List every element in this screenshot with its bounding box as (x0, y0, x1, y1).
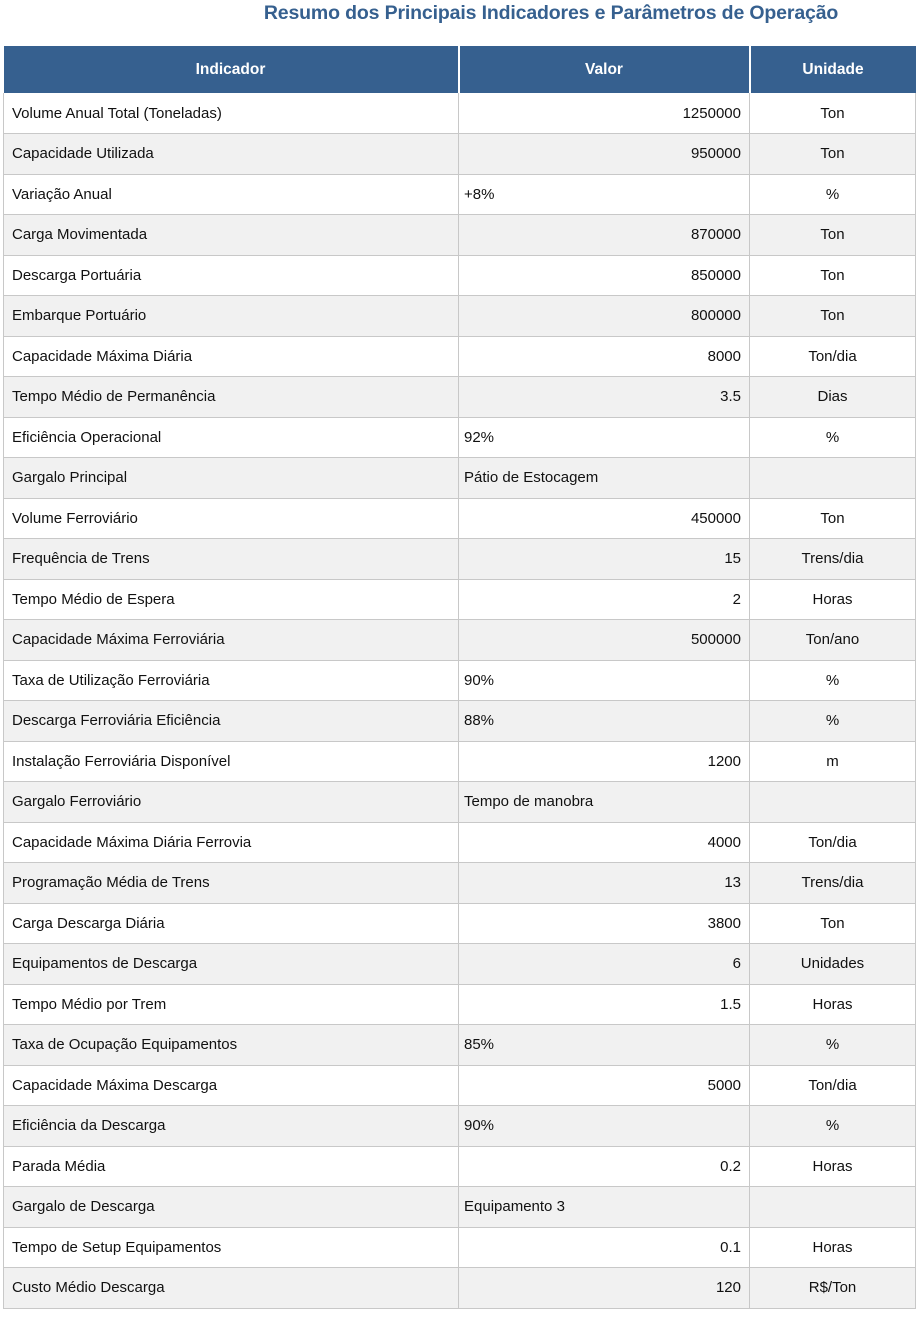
cell-indicador: Embarque Portuário (4, 296, 459, 337)
cell-indicador: Capacidade Máxima Descarga (4, 1065, 459, 1106)
cell-valor: 3.5 (459, 377, 750, 418)
cell-unidade: Trens/dia (750, 539, 916, 580)
cell-indicador: Volume Ferroviário (4, 498, 459, 539)
cell-unidade: Ton (750, 255, 916, 296)
cell-valor: 0.1 (459, 1227, 750, 1268)
cell-indicador: Capacidade Máxima Diária (4, 336, 459, 377)
cell-valor: 0.2 (459, 1146, 750, 1187)
cell-unidade (750, 782, 916, 823)
cell-unidade: % (750, 417, 916, 458)
table-row (4, 296, 916, 337)
table-row (4, 336, 916, 377)
cell-indicador: Frequência de Trens (4, 539, 459, 580)
table-row (4, 255, 916, 296)
column-header-unidade: Unidade (750, 46, 916, 93)
page-title: Resumo dos Principais Indicadores e Parâmetros de Operação (263, 2, 839, 24)
cell-unidade: Ton/dia (750, 822, 916, 863)
cell-valor: Pátio de Estocagem (459, 458, 750, 499)
cell-indicador: Taxa de Utilização Ferroviária (4, 660, 459, 701)
cell-unidade: % (750, 701, 916, 742)
cell-indicador: Gargalo Ferroviário (4, 782, 459, 823)
cell-valor: 500000 (459, 620, 750, 661)
cell-indicador: Parada Média (4, 1146, 459, 1187)
cell-unidade: Dias (750, 377, 916, 418)
table-row (4, 863, 916, 904)
table-row (4, 822, 916, 863)
table-row (4, 1106, 916, 1147)
cell-unidade: Ton (750, 903, 916, 944)
cell-valor: 90% (459, 660, 750, 701)
cell-indicador: Variação Anual (4, 174, 459, 215)
cell-unidade: Ton/ano (750, 620, 916, 661)
table-row (4, 944, 916, 985)
cell-indicador: Eficiência Operacional (4, 417, 459, 458)
table-row (4, 660, 916, 701)
cell-valor: 15 (459, 539, 750, 580)
table-row (4, 903, 916, 944)
cell-valor: 5000 (459, 1065, 750, 1106)
cell-valor: 1.5 (459, 984, 750, 1025)
table-row (4, 498, 916, 539)
cell-valor: 1250000 (459, 93, 750, 134)
cell-unidade: % (750, 1025, 916, 1066)
cell-indicador: Capacidade Máxima Diária Ferrovia (4, 822, 459, 863)
cell-valor: +8% (459, 174, 750, 215)
table-row (4, 984, 916, 1025)
cell-valor: 120 (459, 1268, 750, 1309)
table-row (4, 93, 916, 134)
cell-indicador: Capacidade Máxima Ferroviária (4, 620, 459, 661)
table-row (4, 782, 916, 823)
table-row (4, 417, 916, 458)
cell-indicador: Taxa de Ocupação Equipamentos (4, 1025, 459, 1066)
cell-indicador: Instalação Ferroviária Disponível (4, 741, 459, 782)
cell-unidade: Ton (750, 498, 916, 539)
cell-valor: 8000 (459, 336, 750, 377)
cell-valor: 90% (459, 1106, 750, 1147)
cell-indicador: Carga Movimentada (4, 215, 459, 256)
cell-unidade: Horas (750, 579, 916, 620)
summary-table (3, 46, 916, 1309)
cell-unidade: Unidades (750, 944, 916, 985)
column-header-valor: Valor (459, 46, 750, 93)
cell-valor: 92% (459, 417, 750, 458)
cell-valor: 800000 (459, 296, 750, 337)
table-row (4, 701, 916, 742)
cell-indicador: Tempo de Setup Equipamentos (4, 1227, 459, 1268)
cell-unidade (750, 458, 916, 499)
table-row (4, 741, 916, 782)
table-row (4, 579, 916, 620)
cell-indicador: Tempo Médio de Espera (4, 579, 459, 620)
cell-indicador: Programação Média de Trens (4, 863, 459, 904)
cell-indicador: Eficiência da Descarga (4, 1106, 459, 1147)
cell-indicador: Gargalo Principal (4, 458, 459, 499)
table-row (4, 539, 916, 580)
cell-indicador: Tempo Médio por Trem (4, 984, 459, 1025)
cell-unidade: R$/Ton (750, 1268, 916, 1309)
cell-valor: 3800 (459, 903, 750, 944)
cell-unidade: Ton/dia (750, 1065, 916, 1106)
cell-unidade: Horas (750, 1227, 916, 1268)
cell-unidade: Ton (750, 215, 916, 256)
table-row (4, 1025, 916, 1066)
cell-valor: 450000 (459, 498, 750, 539)
page-title-container (0, 0, 918, 46)
table-header-row (4, 46, 916, 93)
cell-unidade: % (750, 174, 916, 215)
cell-valor: 88% (459, 701, 750, 742)
cell-indicador: Gargalo de Descarga (4, 1187, 459, 1228)
cell-unidade: % (750, 1106, 916, 1147)
table-row (4, 620, 916, 661)
cell-valor: Tempo de manobra (459, 782, 750, 823)
table-row (4, 458, 916, 499)
cell-unidade: m (750, 741, 916, 782)
cell-valor: 2 (459, 579, 750, 620)
summary-table-container (0, 46, 918, 1309)
table-row (4, 377, 916, 418)
table-body (4, 93, 916, 1308)
cell-indicador: Capacidade Utilizada (4, 134, 459, 175)
table-row (4, 1065, 916, 1106)
cell-indicador: Custo Médio Descarga (4, 1268, 459, 1309)
cell-valor: 870000 (459, 215, 750, 256)
cell-valor: 950000 (459, 134, 750, 175)
cell-valor: 1200 (459, 741, 750, 782)
cell-indicador: Descarga Ferroviária Eficiência (4, 701, 459, 742)
cell-unidade: Ton (750, 134, 916, 175)
table-row (4, 1187, 916, 1228)
cell-indicador: Volume Anual Total (Toneladas) (4, 93, 459, 134)
cell-indicador: Carga Descarga Diária (4, 903, 459, 944)
cell-valor: 4000 (459, 822, 750, 863)
table-row (4, 174, 916, 215)
cell-unidade: Horas (750, 1146, 916, 1187)
column-header-indicador: Indicador (4, 46, 459, 93)
cell-indicador: Descarga Portuária (4, 255, 459, 296)
cell-unidade: Ton (750, 296, 916, 337)
cell-indicador: Tempo Médio de Permanência (4, 377, 459, 418)
cell-unidade: Ton (750, 93, 916, 134)
cell-valor: 85% (459, 1025, 750, 1066)
table-row (4, 215, 916, 256)
cell-valor: Equipamento 3 (459, 1187, 750, 1228)
cell-valor: 850000 (459, 255, 750, 296)
table-row (4, 1227, 916, 1268)
table-row (4, 134, 916, 175)
cell-unidade: Ton/dia (750, 336, 916, 377)
cell-valor: 13 (459, 863, 750, 904)
cell-unidade: % (750, 660, 916, 701)
table-row (4, 1268, 916, 1309)
table-header (4, 46, 916, 93)
table-row (4, 1146, 916, 1187)
cell-unidade: Trens/dia (750, 863, 916, 904)
cell-unidade: Horas (750, 984, 916, 1025)
cell-unidade (750, 1187, 916, 1228)
cell-indicador: Equipamentos de Descarga (4, 944, 459, 985)
cell-valor: 6 (459, 944, 750, 985)
